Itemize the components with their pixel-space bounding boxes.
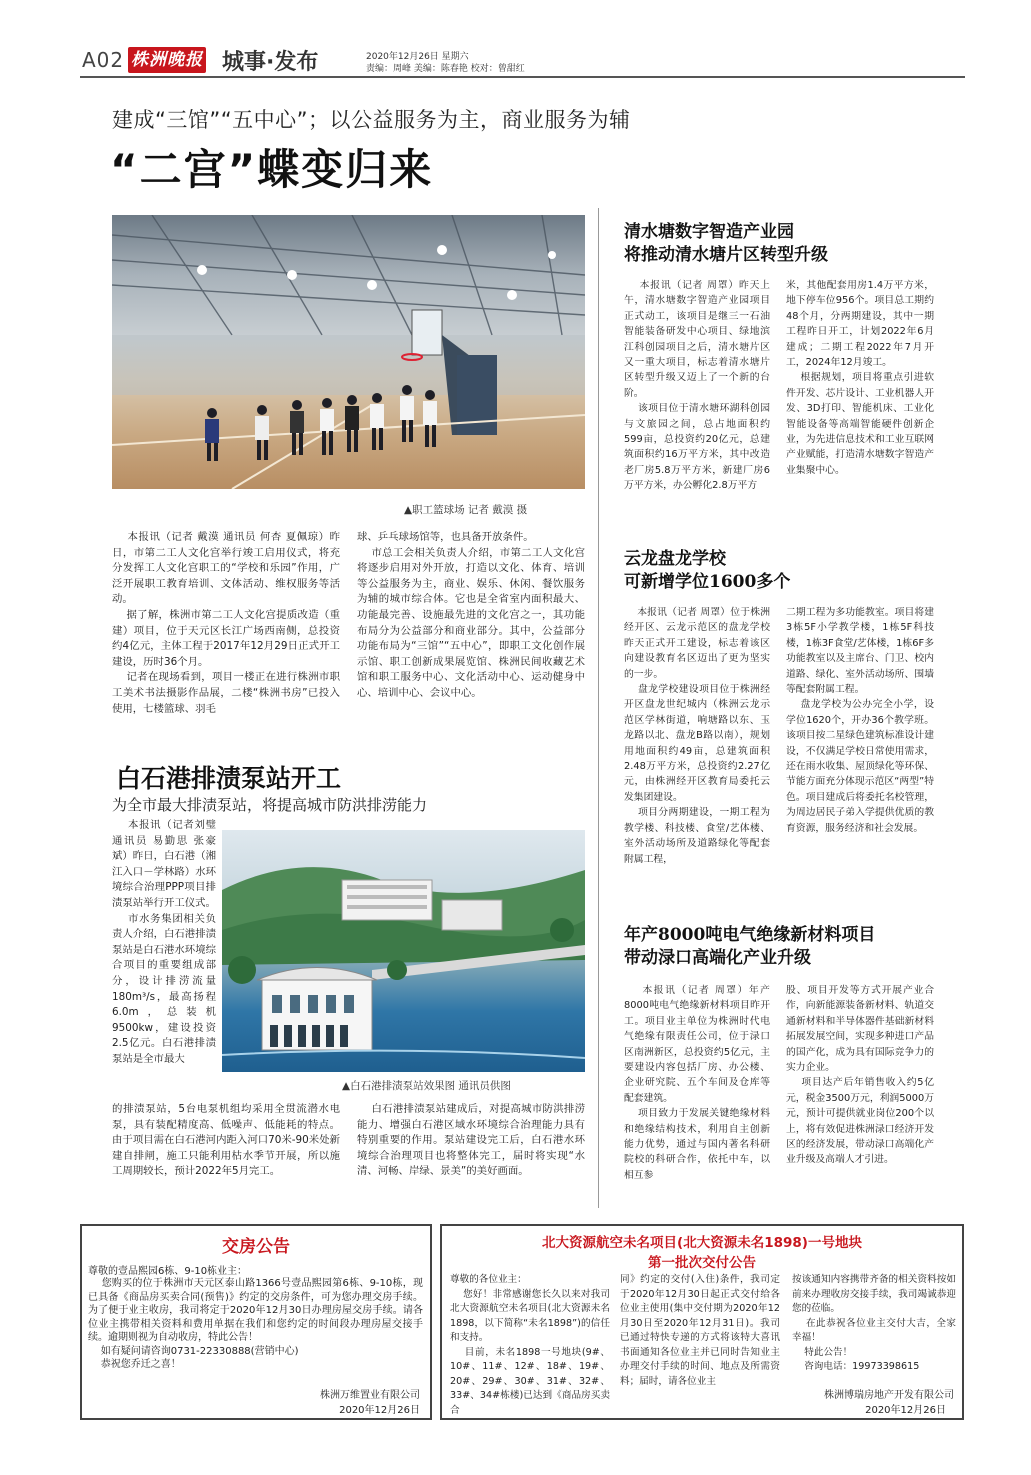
- pump-photo-caption: ▲白石港排渍泵站效果图 通讯员供图: [342, 1080, 511, 1092]
- pump-station-rendering: [222, 830, 585, 1072]
- delivery-notice-title-line1: 北大资源航空未名项目(北大资源未名1898)一号地块: [542, 1235, 862, 1251]
- right3-column-2: 股、项目开发等方式开展产业合作，向新能源装备新材料、轨道交通新材料和半导体器件基础新材料拓展发展空间，实现多种进口产品的国产化，成为具有国际竞争力的实力企业。 项目达产后年销售收入约5亿元，税金3500万元，利润5000万元，预计可提供就业岗位200个以上，将有效促进株洲渌口经济开发区的经济发展，带动渌口高端化产业升级及高端人才引进。: [786, 985, 934, 1166]
- pump-column-narrow: 本报讯（记者刘璧 通讯员 易勤思 张豪斌）昨日，白石港（湘江入口－学林路）水环境综合治理PPP项目排渍泵站举行开工仪式。 市水务集团相关负责人介绍，白石港排渍泵站是白石港水环境综合项目的重要组成部分，设计排涝流量180m³/s，最高扬程6.0m，总装机9500kw，建设投资2.5亿元。白石港排渍泵站是全市最大: [112, 819, 216, 1065]
- right2-column-1: 本报讯（记者 周罩）位于株洲经开区、云龙示范区的盘龙学校昨天正式开工建设，标志着该区向建设教育名区迈出了更为坚实的一步。 盘龙学校建设项目位于株洲经开区盘龙世纪城内（株洲云龙示范区学林街道，响塘路以东、玉龙路以北、盘龙B路以南），规划用地面积约49亩，总建筑面积2.48万平方米，总投资约2.27亿元，由株洲经开区教育局委托云发集团建设。 项目分两期建设，一期工程为教学楼、科技楼、食堂/艺体楼、室外活动场所及道路绿化等配套附属工程，: [624, 607, 770, 865]
- right2-headline-line2: 可新增学位1600多个: [624, 572, 791, 592]
- lead-headline: “二宫”蝶变归来: [110, 145, 434, 194]
- right2-headline-line1: 云龙盘龙学校: [624, 549, 726, 569]
- right1-headline-line1: 清水塘数字智造产业园: [624, 222, 794, 242]
- housing-notice-title: 交房公告: [222, 1237, 290, 1257]
- masthead-rule: [80, 76, 965, 78]
- right1-column-2: 米，其他配套用房1.4万平方米，地下停车位956个。项目总工期约48个月，分两期建设，其中一期工程昨日开工，计划2022年6月建成；二期工程2022年7月开工，2024年12月竣工。 根据规划，项目将重点引进软件开发、芯片设计、工业机器人开发、3D打印、智能机床、工业化智能设备等高端智能硬件创新企业，为先进信息技术和工业互联网产业赋能，打造清水塘数字智造产业集聚中心。: [786, 280, 934, 476]
- right1-headline-line2: 将推动清水塘片区转型升级: [624, 245, 828, 265]
- delivery-notice-company: 株洲博瑞房地产开发有限公司: [824, 1390, 954, 1401]
- delivery-notice-date: 2020年12月26日: [865, 1405, 946, 1416]
- housing-notice-company: 株洲万维置业有限公司: [320, 1390, 420, 1401]
- delivery-notice-box: [440, 1224, 964, 1420]
- delivery-notice-column-3: 按该通知内容携带齐备的相关资料按如前来办理收房交接手续，我司竭诚恭迎您的莅临。 在此恭祝各位业主交付大吉，全家幸福！ 特此公告！ 咨询电话：19973398615: [792, 1274, 956, 1372]
- pump-column-wide-1: 的排渍泵站，5台电泵机组均采用全贯流潜水电泵，具有装配精度高、低噪声、低能耗的特点。由于项目需在白石港河内距入河口70米-90米处新建自排闸，施工只能利用枯水季节开展，所以施工周期较长，预计2022年5月完工。: [112, 1103, 340, 1178]
- delivery-notice-column-2: 同》约定的交付(入住)条件，我司定于2020年12月30日起正式交付给各位业主使用(集中交付期为2020年12月30日至2020年12月31日)。我司已通过特快专递的方式将该特大喜讯书面通知各位业主并已同时告知业主办理交付手续的时间、地点及所需资料；届时，请各位业主: [620, 1274, 780, 1387]
- housing-notice-greeting: 尊敬的壹品熙园6栋、9-10栋业主：: [88, 1266, 248, 1277]
- right3-column-1: 本报讯（记者 周罩）年产8000吨电气绝缘新材料项目昨开工。项目业主单位为株洲时代电气绝缘有限责任公司，位于渌口区南洲新区，总投资约5亿元，主要建设内容包括厂房、办公楼、企业研究院、五个车间及仓库等配套建筑。 项目致力于发展关键绝缘材料和绝缘结构技术，利用自主创新能力优势，通过与国内著名科研院校的科研合作，依托中车，以相互参: [624, 985, 770, 1181]
- lead-column-1: 本报讯（记者 戴漠 通讯员 何杏 夏佩琼）昨日，市第二工人文化宫举行竣工启用仪式，将充分发挥工人文化宫职工的“学校和乐园”作用，广泛开展职工教育培训、文体活动、维权服务等活动。 据了解，株洲市第二工人文化宫提质改造（重建）项目，位于天元区长江广场西南侧，总投资约4亿元，主体工程于2017年12月29日正式开工建设，历时36个月。 记者在现场看到，项目一楼正在进行株洲市职工美术书法摄影作品展，二楼“株洲书房”已投入使用，七楼篮球、羽毛: [112, 531, 341, 715]
- date-line: 2020年12月26日 星期六: [366, 52, 469, 62]
- logo-text: 株洲晚报: [131, 50, 203, 70]
- column-divider: [598, 208, 599, 1208]
- basketball-court-photo: [112, 215, 585, 489]
- pump-column-wide-2: 白石港排渍泵站建成后，对提高城市防洪排涝能力、增强白石港区域水环境综合治理能力具有特别重要的作用。泵站建设完工后，白石港水环境综合治理项目也将整体完工，届时将实现“水清、河畅、岸绿、景美”的美好画面。: [357, 1103, 586, 1178]
- housing-notice-date: 2020年12月26日: [339, 1405, 420, 1416]
- delivery-notice-title-line2: 第一批次交付公告: [648, 1255, 756, 1271]
- pump-illustration: [222, 830, 585, 1072]
- editor-line: 责编：周峰 美编：陈春艳 校对：曾甜红: [366, 64, 525, 74]
- right3-headline-line2: 带动渌口高端化产业升级: [624, 948, 811, 968]
- pump-headline: 白石港排渍泵站开工: [116, 764, 342, 793]
- housing-notice-body: 您购买的位于株洲市天元区泰山路1366号壹品熙园第6栋、9-10栋，现已具备《商品房买卖合同(预售)》约定的交房条件，可为您办理交房手续。为了便于业主收房，我司将定于2020年12月30日办理房屋交房手续。请各位业主携带相关资料和费用单据在我们和您约定的时间段办理房屋交接手续。逾期则视为自动收房，特此公告！ 如有疑问请咨询0731-22330888(营销中心) 恭祝您乔迁之喜！: [88, 1278, 423, 1370]
- right1-column-1: 本报讯（记者 周罩）昨天上午，清水塘数字智造产业园项目正式动工，该项目是继三一石油智能装备研发中心项目、绿地滨江科创园项目之后，清水塘片区又一重大项目，标志着清水塘片区转型升级又迈上了一个新的台阶。 该项目位于清水塘环湖科创园与文旅园之间，总占地面积约599亩，总投资约20亿元，总建筑面积约16万平方米，其中改造老厂房5.8万平方米，新建厂房6万平方米，办公孵化2.8万平方: [624, 280, 770, 492]
- section-title: 城事·发布: [222, 50, 319, 75]
- right2-column-2: 二期工程为多功能教室。项目将建3栋5F小学教学楼，1栋5F科技楼，1栋3F食堂/艺体楼，1栋6F多功能教室以及主席台、门卫、校内道路、绿化、室外活动场所、围墙等配套附属工程。 盘龙学校为公办完全小学，设学位1620个，开办36个教学班。该项目按二星绿色建筑标准设计建设，不仅满足学校日常使用需求，还在雨水收集、屋顶绿化等环保、节能方面充分体现示范区“两型”特色。项目建成后将委托名校管理，为周边居民子弟入学提供优质的教育资源，服务经济和社会发展。: [786, 607, 934, 834]
- housing-notice-box: [80, 1224, 432, 1420]
- lead-kicker: 建成“三馆”“五中心”；以公益服务为主，商业服务为辅: [112, 108, 631, 132]
- court-illustration: [112, 215, 585, 489]
- lead-column-2: 球、乒乓球场馆等，也具备开放条件。 市总工会相关负责人介绍，市第二工人文化宫将逐步启用对外开放，打造以文化、体育、培训等公益服务为主，商业、娱乐、休闲、餐饮服务为辅的城市综合体。它也是全省室内面积最大、功能最完善、设施最先进的文化宫之一，其功能布局分为公益部分和商业部分。其中，公益部分功能布局为“三馆”“五中心”，即职工文化创作展示馆、职工创新成果展览馆、株洲民间收藏艺术馆和职工服务中心、文化活动中心、运动健身中心、培训中心、会议中心。: [357, 531, 586, 699]
- delivery-notice-column-1: 尊敬的各位业主： 您好！非常感谢您长久以来对我司北大资源航空未名项目(北大资源未名1898，以下简称“未名1898”)的信任和支持。 目前，未名1898一号地块(9#、10#、11#、12#、18#、19#、20#、29#、30#、31#、32#、33#、34#栋楼)已达到《商品房买卖合: [450, 1274, 611, 1416]
- page-number: A02: [82, 48, 125, 72]
- lead-photo-caption: ▲职工篮球场 记者 戴漠 摄: [404, 504, 528, 516]
- right3-headline-line1: 年产8000吨电气绝缘新材料项目: [624, 925, 876, 945]
- pump-subhead: 为全市最大排渍泵站，将提高城市防洪排涝能力: [112, 796, 428, 814]
- newspaper-logo: [128, 47, 206, 73]
